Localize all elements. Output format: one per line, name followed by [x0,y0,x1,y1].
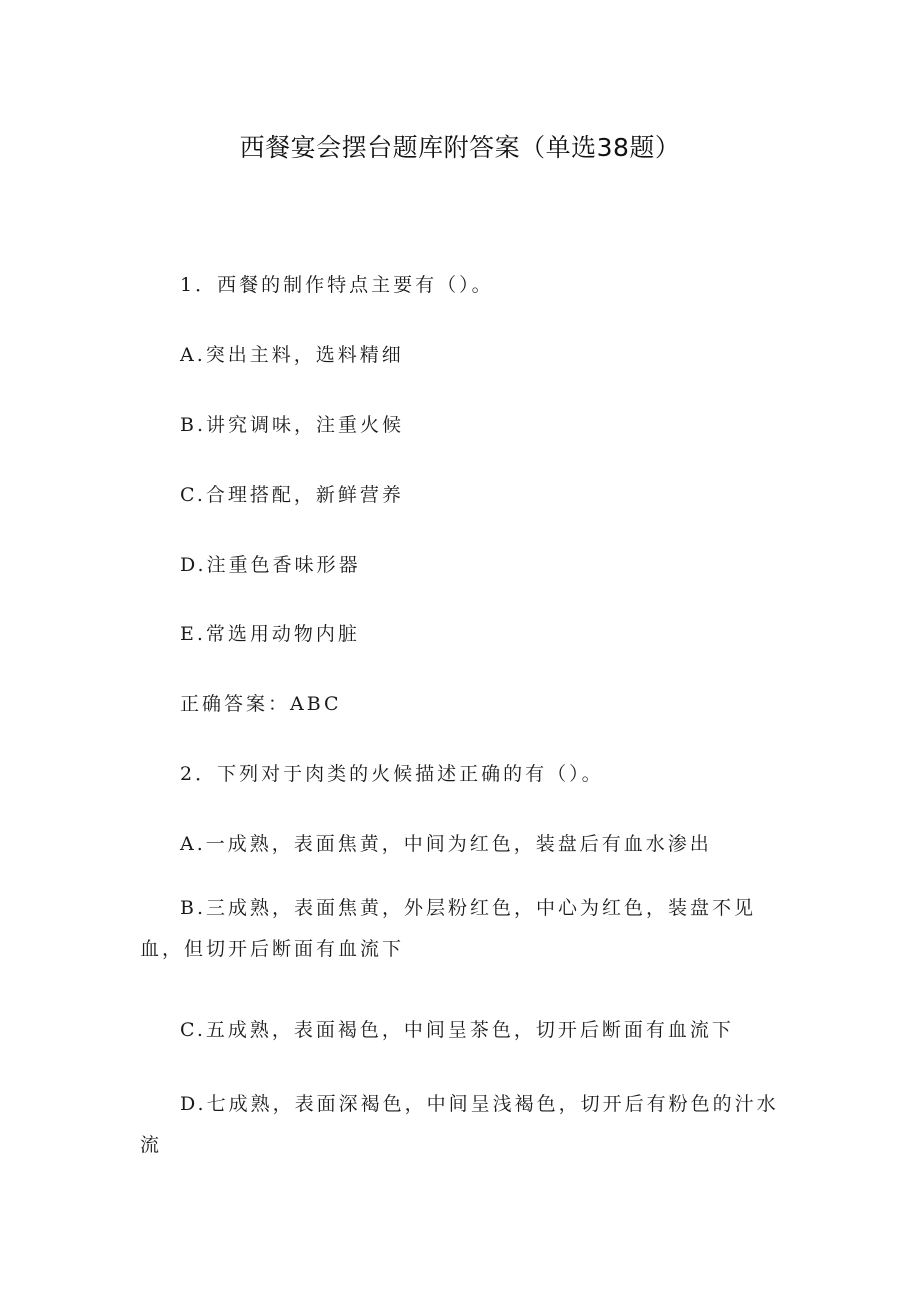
question-2-stem: 2．下列对于肉类的火候描述正确的有（）。 [180,763,604,785]
question-1-option-b: B.讲究调味，注重火候 [180,414,405,436]
question-1-answer: 正确答案：ABC [180,693,342,715]
question-1-option-c: C.合理搭配，新鲜营养 [180,484,404,506]
question-2-option-c: C.五成熟，表面褐色，中间呈茶色，切开后断面有血流下 [180,1019,734,1041]
question-1-option-a: A.突出主料，选料精细 [180,344,404,366]
question-2-option-d: D.七成熟，表面深褐色，中间呈浅褐色，切开后有粉色的汁水流 [140,1093,779,1156]
question-2-option-b: B.三成熟，表面焦黄，外层粉红色，中心为红色，装盘不见血，但切开后断面有血流下 [140,897,757,960]
question-1-stem: 1．西餐的制作特点主要有（）。 [180,274,494,296]
question-1-option-d: D.注重色香味形器 [180,554,361,576]
question-1-option-e: E.常选用动物内脏 [180,623,360,645]
document-title: 西餐宴会摆台题库附答案（单选38题） [239,133,681,162]
question-2-option-a: A.一成熟，表面焦黄，中间为红色，装盘后有血水渗出 [180,833,712,855]
